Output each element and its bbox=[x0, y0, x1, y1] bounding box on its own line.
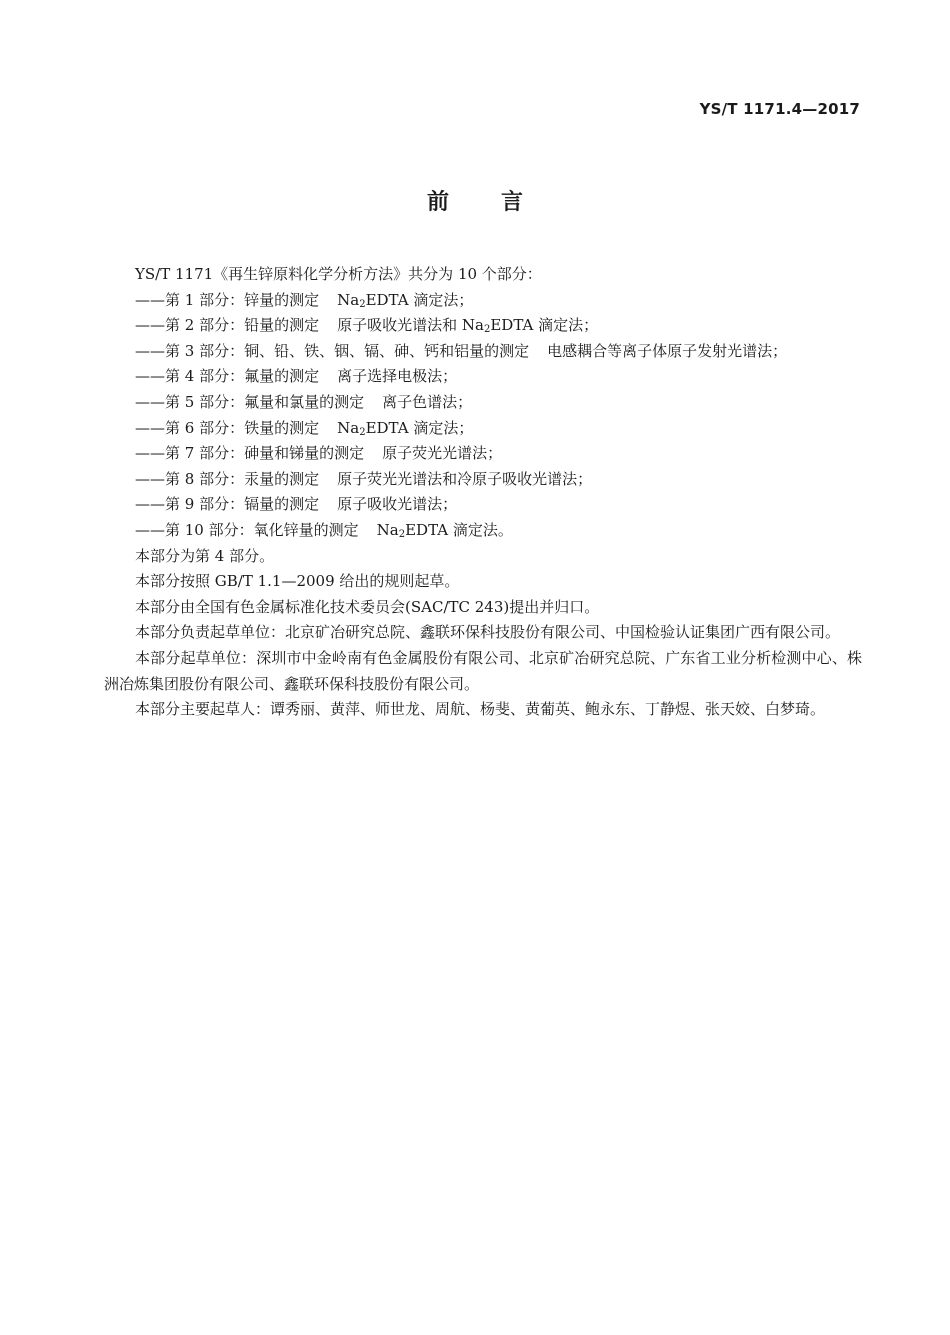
list-item: ——第 6 部分：铁量的测定 $Na_2EDTA$ 滴定法； bbox=[135, 418, 474, 438]
page-title: 前言 bbox=[426, 190, 575, 215]
part-label: ——第 4 部分： bbox=[135, 367, 245, 386]
parts-list bbox=[104, 288, 862, 544]
part-label: ——第 10 部分： bbox=[135, 520, 254, 539]
list-item: ——第 1 部分：锌量的测定 $Na_2EDTA$ 滴定法； bbox=[135, 290, 474, 310]
part-method: 原子荧光光谱法； bbox=[382, 444, 503, 463]
part-subject: 氟量和氯量的测定 bbox=[244, 392, 365, 411]
list-item bbox=[104, 339, 862, 365]
part-label: ——第 3 部分： bbox=[135, 341, 245, 360]
part-method: 原子吸收光谱法； bbox=[337, 495, 458, 514]
part-subject: 铁量的测定 bbox=[244, 418, 320, 437]
standard-number: YS/T 1171.4—2017 bbox=[699, 100, 860, 118]
part-subject: 汞量的测定 bbox=[244, 469, 320, 488]
document-body bbox=[104, 262, 862, 723]
part-subject: 镉量的测定 bbox=[244, 495, 320, 514]
part-label: ——第 5 部分： bbox=[135, 392, 245, 411]
list-item: ——第 10 部分：氧化锌量的测定 $Na_2EDTA$ 滴定法。 bbox=[135, 520, 513, 540]
part-method: 原子荧光光谱法和冷原子吸收光谱法； bbox=[337, 469, 593, 488]
part-label: ——第 6 部分： bbox=[135, 418, 245, 437]
list-item bbox=[104, 364, 862, 390]
list-item bbox=[104, 390, 862, 416]
part-label: ——第 8 部分： bbox=[135, 469, 245, 488]
part-method: 电感耦合等离子体原子发射光谱法； bbox=[547, 341, 788, 360]
responsible-units-paragraph: 本部分负责起草单位：北京矿冶研究总院、鑫联环保科技股份有限公司、中国检验认证集团广西有限公司。 bbox=[135, 623, 841, 642]
drafters-paragraph: 本部分主要起草人：谭秀丽、黄萍、师世龙、周航、杨斐、黄葡英、鲍永东、丁静煜、张天姣、白梦琦。 bbox=[135, 700, 826, 719]
part-label: ——第 9 部分： bbox=[135, 495, 245, 514]
part-method: 离子选择电极法； bbox=[337, 367, 458, 386]
part-subject: 砷量和锑量的测定 bbox=[244, 444, 365, 463]
drafting-units-paragraph: 本部分起草单位：深圳市中金岭南有色金属股份有限公司、北京矿冶研究总院、广东省工业分析检测中心、株洲冶炼集团股份有限公司、鑫联环保科技股份有限公司。 bbox=[104, 648, 862, 693]
list-item: ——第 2 部分：铅量的测定 原子吸收光谱法和 $Na_2EDTA$ 滴定法； bbox=[135, 316, 599, 336]
list-item bbox=[104, 467, 862, 493]
committee-paragraph: 本部分由全国有色金属标准化技术委员会(SAC/TC 243)提出并归口。 bbox=[135, 597, 600, 616]
part-label: ——第 7 部分： bbox=[135, 444, 245, 463]
part-method: 离子色谱法； bbox=[382, 392, 473, 411]
part-subject: 氧化锌量的测定 bbox=[253, 520, 359, 539]
part-subject: 铜、铅、铁、铟、镉、砷、钙和铝量的测定 bbox=[244, 341, 530, 360]
list-item bbox=[104, 441, 862, 467]
drafting-rules-paragraph: 本部分按照 GB/T 1.1—2009 给出的规则起草。 bbox=[135, 572, 460, 591]
list-item bbox=[104, 492, 862, 518]
part-subject: 铅量的测定 bbox=[244, 316, 320, 335]
part-label: ——第 1 部分： bbox=[135, 290, 245, 309]
part-subject: 氟量的测定 bbox=[244, 367, 320, 386]
part-number-paragraph: 本部分为第 4 部分。 bbox=[135, 546, 275, 565]
part-label: ——第 2 部分： bbox=[135, 316, 245, 335]
part-subject: 锌量的测定 bbox=[244, 290, 320, 309]
intro-paragraph: YS/T 1171《再生锌原料化学分析方法》共分为 10 个部分： bbox=[135, 265, 542, 283]
part-method: 原子吸收光谱法和 bbox=[337, 316, 462, 335]
